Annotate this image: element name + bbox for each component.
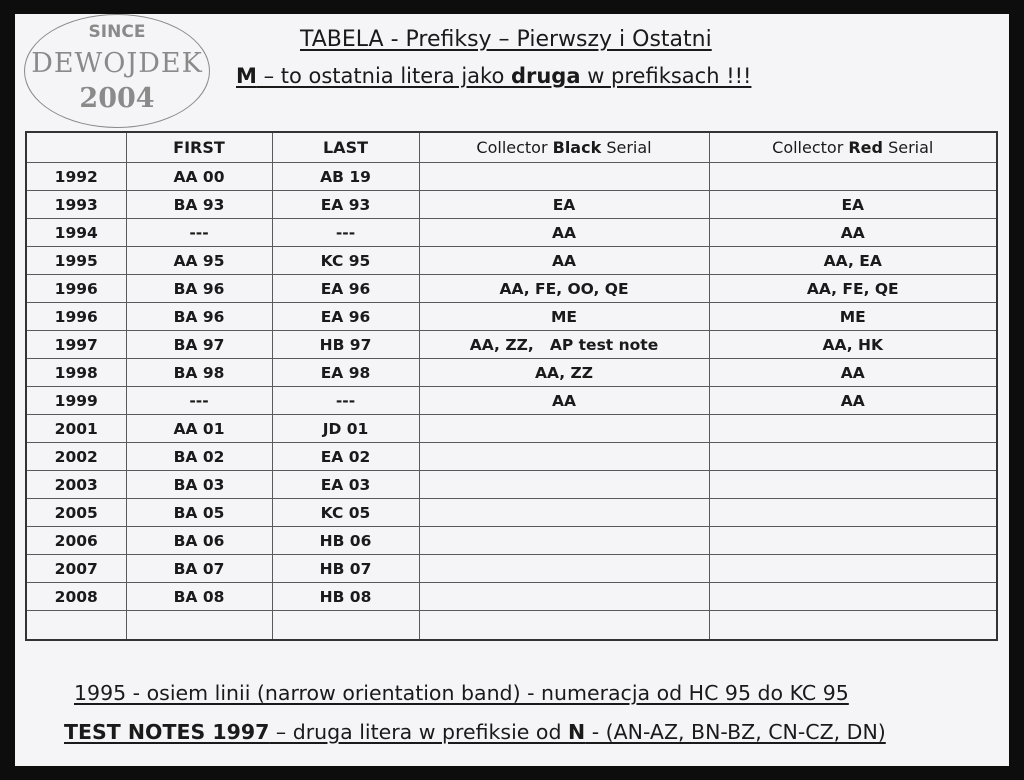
table-row xyxy=(26,527,997,555)
cell-black: AA xyxy=(419,219,709,247)
table-row xyxy=(26,163,997,191)
note2-n: N xyxy=(568,720,586,744)
table-row xyxy=(26,275,997,303)
cell-red: EA xyxy=(709,191,997,219)
table-row xyxy=(26,387,997,415)
cell-last: --- xyxy=(272,219,419,247)
cell-last: --- xyxy=(272,387,419,415)
cell-last: HB 07 xyxy=(272,555,419,583)
cell-last: AB 19 xyxy=(272,163,419,191)
header-red-bold: Red xyxy=(848,138,883,157)
cell-last: EA 93 xyxy=(272,191,419,219)
cell-red xyxy=(709,555,997,583)
subtitle-m: M xyxy=(236,64,257,88)
cell-last: EA 96 xyxy=(272,303,419,331)
cell-red: AA xyxy=(709,219,997,247)
prefix-table xyxy=(25,131,998,641)
cell-year: 2008 xyxy=(26,583,126,611)
cell-last: KC 05 xyxy=(272,499,419,527)
cell-black xyxy=(419,471,709,499)
header-black-suffix: Serial xyxy=(601,138,652,157)
subtitle-bold: druga xyxy=(510,64,581,88)
cell-red: AA xyxy=(709,359,997,387)
cell-red xyxy=(709,583,997,611)
cell-first: BA 05 xyxy=(126,499,272,527)
cell-red: AA xyxy=(709,387,997,415)
page-title: TABELA - Prefiksy – Pierwszy i Ostatni xyxy=(300,27,712,52)
cell-red xyxy=(709,611,997,641)
page-subtitle xyxy=(236,64,751,88)
cell-year xyxy=(26,611,126,641)
cell-year: 1996 xyxy=(26,275,126,303)
stamp-since: SINCE xyxy=(88,22,146,42)
table-row xyxy=(26,611,997,641)
cell-red: AA, HK xyxy=(709,331,997,359)
table-row xyxy=(26,247,997,275)
table-row xyxy=(26,555,997,583)
cell-first: AA 00 xyxy=(126,163,272,191)
cell-red: AA, EA xyxy=(709,247,997,275)
header-black-prefix: Collector xyxy=(476,138,553,157)
cell-black xyxy=(419,583,709,611)
cell-first: BA 03 xyxy=(126,471,272,499)
table-row xyxy=(26,471,997,499)
cell-black: AA, FE, OO, QE xyxy=(419,275,709,303)
cell-black: ME xyxy=(419,303,709,331)
subtitle-end: w prefiksach !!! xyxy=(580,64,752,88)
header-first: FIRST xyxy=(126,132,272,163)
cell-year: 2003 xyxy=(26,471,126,499)
cell-first: BA 96 xyxy=(126,303,272,331)
header-collector-black xyxy=(419,132,709,163)
cell-year: 2007 xyxy=(26,555,126,583)
cell-year: 2001 xyxy=(26,415,126,443)
cell-red xyxy=(709,471,997,499)
cell-red: ME xyxy=(709,303,997,331)
cell-first: --- xyxy=(126,219,272,247)
cell-black: AA, ZZ xyxy=(419,359,709,387)
cell-last: EA 02 xyxy=(272,443,419,471)
subtitle-mid: – to ostatnia litera jako xyxy=(256,64,511,88)
cell-first xyxy=(126,611,272,641)
header-red-prefix: Collector xyxy=(772,138,849,157)
cell-year: 2002 xyxy=(26,443,126,471)
header-red-suffix: Serial xyxy=(882,138,934,157)
cell-last: EA 03 xyxy=(272,471,419,499)
note2-mid: – druga litera w prefiksie od xyxy=(269,720,569,744)
cell-black xyxy=(419,555,709,583)
table-row xyxy=(26,415,997,443)
cell-black: AA xyxy=(419,387,709,415)
note-test-notes xyxy=(64,720,886,744)
cell-red xyxy=(709,443,997,471)
note-narrow-band: 1995 - osiem linii (narrow orientation band) - numeracja od HC 95 do KC 95 xyxy=(74,681,849,705)
cell-red xyxy=(709,415,997,443)
cell-year: 1996 xyxy=(26,303,126,331)
cell-first: BA 97 xyxy=(126,331,272,359)
cell-last: EA 98 xyxy=(272,359,419,387)
cell-black xyxy=(419,499,709,527)
note2-bold: TEST NOTES 1997 xyxy=(64,720,270,744)
table-row xyxy=(26,583,997,611)
table-body xyxy=(26,163,997,641)
dewojdek-stamp-logo xyxy=(24,14,210,128)
cell-first: BA 08 xyxy=(126,583,272,611)
cell-black xyxy=(419,443,709,471)
cell-last: EA 96 xyxy=(272,275,419,303)
cell-black: AA xyxy=(419,247,709,275)
table-header-row xyxy=(26,132,997,163)
cell-last: JD 01 xyxy=(272,415,419,443)
cell-year: 1999 xyxy=(26,387,126,415)
cell-black: AA, ZZ, AP test note xyxy=(419,331,709,359)
table-row xyxy=(26,303,997,331)
cell-red xyxy=(709,163,997,191)
cell-black xyxy=(419,611,709,641)
table-row xyxy=(26,331,997,359)
table-row xyxy=(26,499,997,527)
cell-first: BA 93 xyxy=(126,191,272,219)
header-collector-red xyxy=(709,132,997,163)
cell-first: BA 98 xyxy=(126,359,272,387)
cell-year: 1995 xyxy=(26,247,126,275)
cell-year: 2006 xyxy=(26,527,126,555)
cell-last: HB 06 xyxy=(272,527,419,555)
table-row xyxy=(26,219,997,247)
header-last: LAST xyxy=(272,132,419,163)
cell-last: HB 97 xyxy=(272,331,419,359)
cell-red xyxy=(709,499,997,527)
note2-end: - (AN-AZ, BN-BZ, CN-CZ, DN) xyxy=(585,720,886,744)
cell-first: BA 02 xyxy=(126,443,272,471)
cell-year: 1998 xyxy=(26,359,126,387)
cell-red: AA, FE, QE xyxy=(709,275,997,303)
cell-black xyxy=(419,415,709,443)
cell-year: 1997 xyxy=(26,331,126,359)
cell-year: 1994 xyxy=(26,219,126,247)
table-row xyxy=(26,443,997,471)
cell-first: BA 06 xyxy=(126,527,272,555)
stamp-brand: DEWOJDEK xyxy=(31,48,203,79)
cell-year: 1992 xyxy=(26,163,126,191)
cell-black xyxy=(419,163,709,191)
table-row xyxy=(26,359,997,387)
header-year xyxy=(26,132,126,163)
cell-first: BA 96 xyxy=(126,275,272,303)
header-black-bold: Black xyxy=(552,138,602,157)
cell-last: KC 95 xyxy=(272,247,419,275)
table-row xyxy=(26,191,997,219)
cell-black: EA xyxy=(419,191,709,219)
cell-year: 1993 xyxy=(26,191,126,219)
cell-first: AA 01 xyxy=(126,415,272,443)
cell-last: HB 08 xyxy=(272,583,419,611)
cell-red xyxy=(709,527,997,555)
cell-first: --- xyxy=(126,387,272,415)
cell-black xyxy=(419,527,709,555)
cell-first: AA 95 xyxy=(126,247,272,275)
stamp-year: 2004 xyxy=(79,83,155,114)
cell-year: 2005 xyxy=(26,499,126,527)
cell-last xyxy=(272,611,419,641)
cell-first: BA 07 xyxy=(126,555,272,583)
